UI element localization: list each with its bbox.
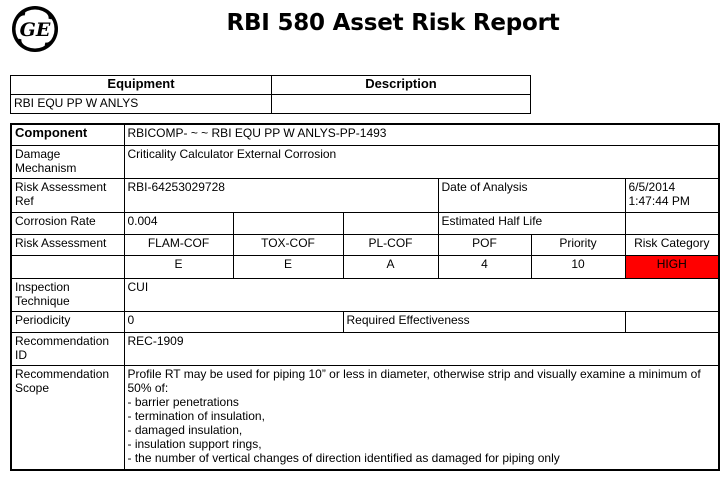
- risk-assessment-label: Risk Assessment: [11, 234, 124, 255]
- scope-line: - termination of insulation,: [127, 408, 265, 423]
- tox-cof-value: E: [233, 255, 343, 278]
- scope-line: - barrier penetrations: [127, 394, 239, 409]
- flam-cof-value: E: [124, 255, 233, 278]
- risk-ref-value: RBI-64253029728: [124, 178, 438, 212]
- damage-mechanism-value: Criticality Calculator External Corrosion: [124, 145, 719, 178]
- half-life-value: [625, 212, 719, 234]
- recommendation-id-label: Recommendation ID: [11, 332, 124, 365]
- inspection-technique-label: Inspection Technique: [11, 278, 124, 311]
- scope-line: - damaged insulation,: [127, 422, 243, 437]
- component-value: RBICOMP- ~ ~ RBI EQU PP W ANLYS-PP-1493: [124, 124, 719, 145]
- priority-header: Priority: [531, 234, 625, 255]
- date-of-analysis-label: Date of Analysis: [438, 178, 625, 212]
- inspection-technique-value: CUI: [124, 278, 719, 311]
- scope-line: - the number of vertical changes of direction identified as damaged for piping only: [127, 450, 560, 465]
- corrosion-rate-label: Corrosion Rate: [11, 212, 124, 234]
- pof-header: POF: [438, 234, 531, 255]
- risk-ref-label: Risk Assessment Ref: [11, 178, 124, 212]
- risk-category-badge: HIGH: [625, 255, 719, 278]
- required-effectiveness-label: Required Effectiveness: [343, 311, 625, 332]
- periodicity-value: 0: [124, 311, 343, 332]
- recommendation-scope-value: [124, 365, 719, 470]
- recommendation-id-value: REC-1909: [124, 332, 719, 365]
- component-label: Component: [11, 124, 124, 145]
- flam-cof-header: FLAM-COF: [124, 234, 233, 255]
- required-effectiveness-value: [625, 311, 719, 332]
- damage-mechanism-label: Damage Mechanism: [11, 145, 124, 178]
- tox-cof-header: TOX-COF: [233, 234, 343, 255]
- corrosion-rate-value: 0.004: [124, 212, 233, 234]
- periodicity-label: Periodicity: [11, 311, 124, 332]
- svg-text:GE: GE: [19, 19, 51, 41]
- priority-value: 10: [531, 255, 625, 278]
- description-value: [272, 95, 531, 114]
- recommendation-scope-label: Recommendation Scope: [11, 365, 124, 470]
- report-title: RBI 580 Asset Risk Report: [226, 10, 560, 36]
- date-of-analysis-value: 6/5/2014 1:47:44 PM: [625, 178, 719, 212]
- equipment-value: RBI EQU PP W ANLYS: [11, 95, 272, 114]
- half-life-label: Estimated Half Life: [438, 212, 625, 234]
- equipment-header: Equipment: [11, 76, 272, 95]
- asset-details-table: [10, 123, 720, 471]
- pof-value: 4: [438, 255, 531, 278]
- description-header: Description: [272, 76, 531, 95]
- scope-line: Profile RT may be used for piping 10” or less in diameter, otherwise strip and visually examine a minimum of 50% of:: [127, 366, 701, 395]
- ge-logo: [11, 5, 59, 53]
- risk-category-header: Risk Category: [625, 234, 719, 255]
- pl-cof-header: PL-COF: [343, 234, 438, 255]
- scope-line: - insulation support rings,: [127, 436, 262, 451]
- pl-cof-value: A: [343, 255, 438, 278]
- equipment-table: [10, 75, 531, 114]
